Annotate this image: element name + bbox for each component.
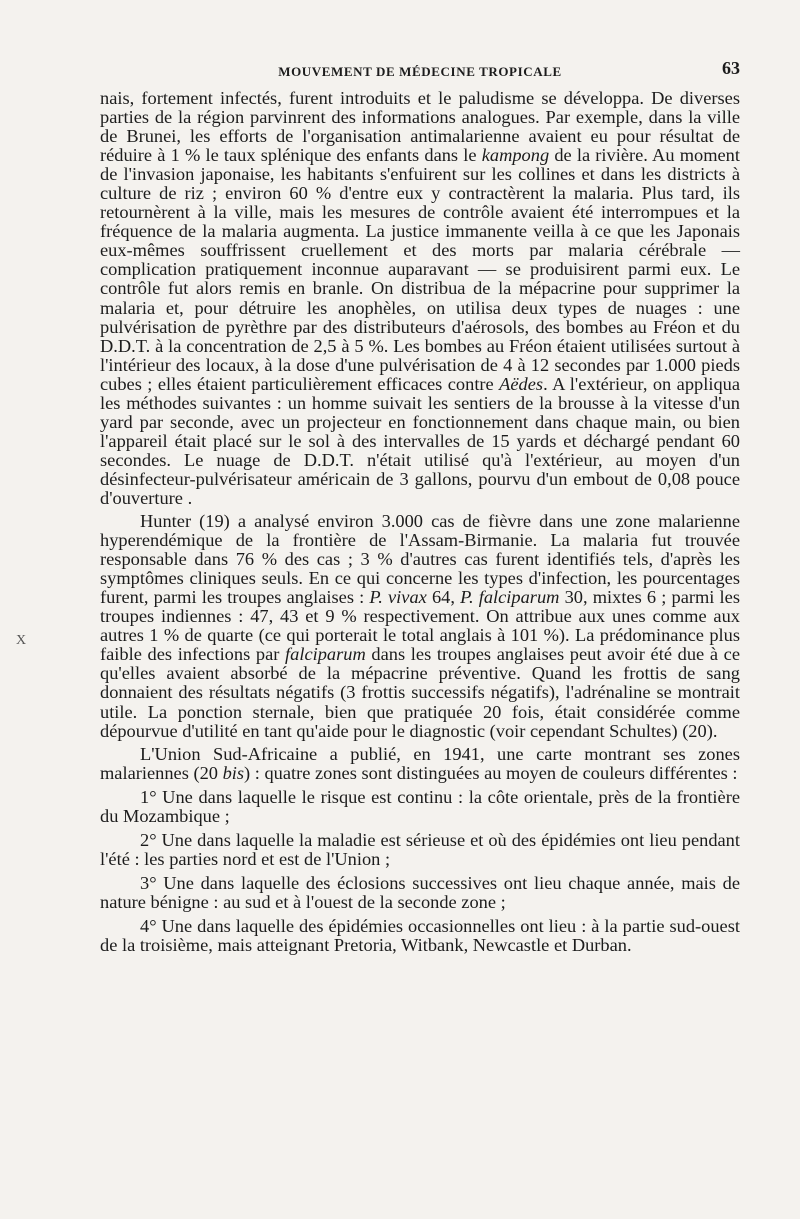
running-title: MOUVEMENT DE MÉDECINE TROPICALE [278, 64, 562, 79]
page-number: 63 [722, 58, 740, 78]
paragraph-brunei: nais, fortement infectés, furent introduits et le paludisme se développa. De diverses parties de la région parvinrent des informations analogues. Par exemple, dans la ville de Brunei, les efforts de l'organisation antimalarienne avaient eu pour résultat de réduire à 1 % le taux splénique des enfants dans le kampong de la rivière. Au moment de l'invasion japonaise, les habitants s'enfuirent sur les collines et dans les districts à culture de riz ; environ 60 % d'entre eux y contractèrent la malaria. Plus tard, ils retournèrent à la ville, mais les mesures de contrôle avaient été interrompues et la fréquence de la malaria augmenta. La justice immanente veilla à ce que les Japonais eux-mêmes souffrissent cruellement et des morts par malaria cérébrale — complication pratiquement inconnue auparavant — se produisirent parmi eux. Le contrôle fut alors remis en branle. On distribua de la mépacrine pour supprimer la malaria et, pour détruire les anophèles, on utilisa deux types de nuages : une pulvérisation de pyrèthre par des distributeurs d'aérosols, des bombes au Fréon et du D.D.T. à la concentration de 2,5 à 5 %. Les bombes au Fréon étaient utilisées surtout à l'intérieur des locaux, à la dose d'une pulvérisation de 4 à 12 secondes par 1.000 pieds cubes ; elles étaient particulièrement efficaces contre Aëdes. A l'extérieur, on appliqua les méthodes suivantes : un homme suivait les sentiers de la brousse à la vitesse d'un yard par seconde, avec un projecteur en fonctionnement dans chaque main, ou bien l'appareil était placé sur le sol à des intervalles de 15 yards et déchargé pendant 60 secondes. Le nuage de D.D.T. n'était utilisé qu'à l'extérieur, au moyen d'un désinfecteur-pulvérisateur américain de 3 gallons, pourvu d'un embout de 0,08 pouce d'ouverture . [100, 88, 740, 508]
list-item: 2° Une dans laquelle la maladie est sérieuse et où des épidémies ont lieu pendant l'été : les parties nord et est de l'Union ; [100, 829, 740, 869]
list-item: 1° Une dans laquelle le risque est continu : la côte orientale, près de la frontière du Mozambique ; [100, 786, 740, 826]
body-text [100, 89, 740, 955]
paragraph-union-sud-africaine: L'Union Sud-Africaine a publié, en 1941, une carte montrant ses zones malariennes (20 bis) : quatre zones sont distinguées au moyen de couleurs différentes : [100, 743, 740, 783]
page-header [100, 58, 740, 86]
paragraph-hunter: Hunter (19) a analysé environ 3.000 cas de fièvre dans une zone malarienne hyperendémique de la frontière de l'Assam-Birmanie. La malaria fut trouvée responsable dans 76 % des cas ; 3 % d'autres cas furent identifiés tels, d'après les symptômes cliniques seuls. En ce qui concerne les types d'infection, les pourcentages furent, parmi les troupes anglaises : P. vivax 64, P. falciparum 30, mixtes 6 ; parmi les troupes indiennes : 47, 43 et 9 % respectivement. On attribue aux unes comme aux autres 1 % de quarte (ce qui porterait le total anglais à 101 %). La prédominance plus faible des infections par falciparum dans les troupes anglaises peut avoir été due à ce qu'elles avaient absorbé de la mépacrine préventive. Quand les frottis de sang donnaient des résultats négatifs (3 frottis successifs négatifs), l'adrénaline se montrait utile. La ponction sternale, bien que pratiquée 20 fois, était considérée comme dépourvue d'utilité en tant qu'aide pour le diagnostic (voir cependant Schultes) (20). [100, 511, 741, 741]
page [100, 58, 740, 955]
list-item: 3° Une dans laquelle des éclosions successives ont lieu chaque année, mais de nature bénigne : au sud et à l'ouest de la seconde zone ; [100, 872, 740, 912]
list-item: 4° Une dans laquelle des épidémies occasionnelles ont lieu : à la partie sud-ouest de la troisième, mais atteignant Pretoria, Witbank, Newcastle et Durban. [100, 915, 740, 956]
margin-mark: X [16, 633, 27, 648]
